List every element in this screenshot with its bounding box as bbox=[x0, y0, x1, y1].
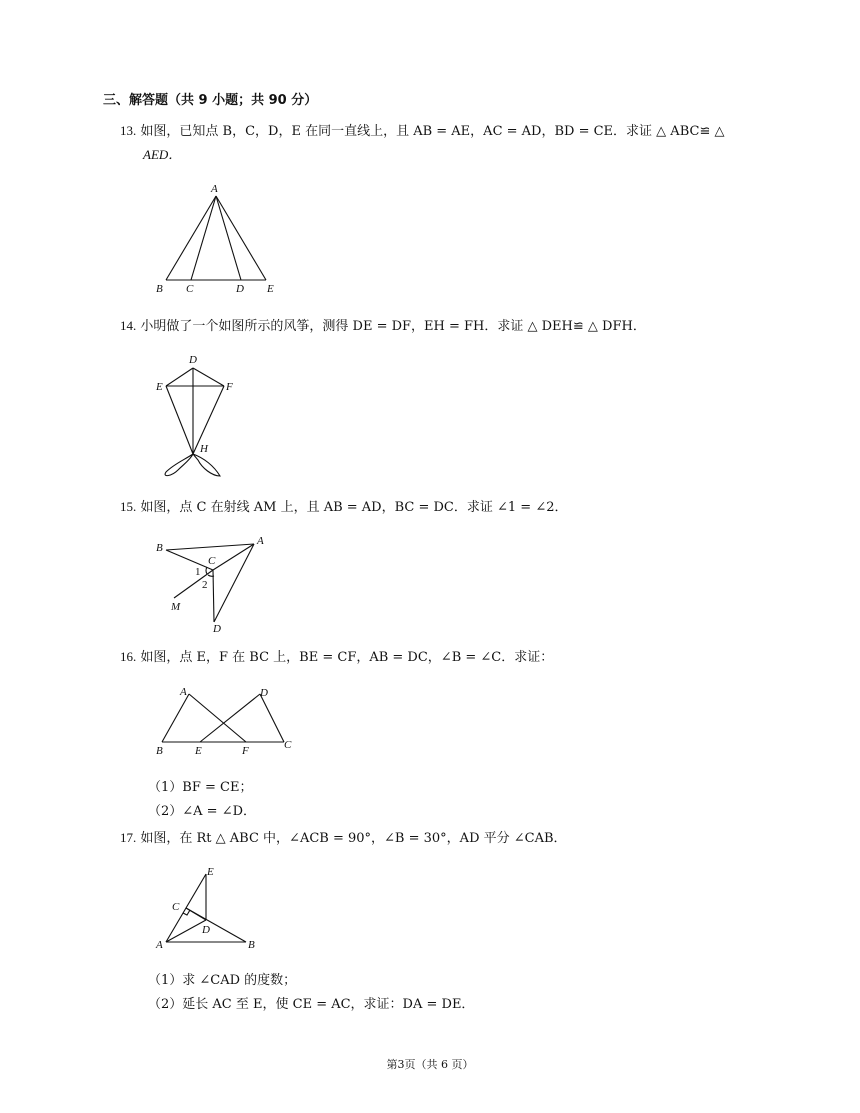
problem-16-part-1: （1）BF = CE； bbox=[148, 780, 253, 795]
problem-17-part-2: （2）延长 AC 至 E，使 CE = AC，求证：DA = DE． bbox=[148, 997, 475, 1012]
fig17-label-d: D bbox=[202, 924, 210, 936]
fig15-label-d: D bbox=[213, 623, 221, 635]
fig17-label-a: A bbox=[156, 939, 163, 951]
figure-13 bbox=[150, 180, 290, 300]
fig15-label-a: A bbox=[257, 535, 264, 547]
fig16-label-b: B bbox=[156, 745, 163, 757]
fig15-label-c: C bbox=[208, 555, 216, 567]
fig16-label-e: E bbox=[195, 745, 202, 757]
figure-13-lines bbox=[166, 196, 266, 280]
fig15-label-b: B bbox=[156, 542, 163, 554]
page-footer: 第3页（共 6 页） bbox=[386, 1058, 474, 1071]
problem-17-number: 17. bbox=[120, 830, 137, 845]
fig17-label-b: B bbox=[248, 939, 255, 951]
problem-15-number: 15. bbox=[120, 499, 137, 514]
fig16-label-a: A bbox=[180, 686, 187, 698]
fig14-label-d: D bbox=[189, 354, 197, 366]
fig16-label-f: F bbox=[242, 745, 249, 757]
fig13-label-a: A bbox=[211, 183, 218, 195]
problem-14-line-1 bbox=[120, 317, 646, 336]
problem-13-line-1 bbox=[120, 122, 724, 141]
fig13-label-b: B bbox=[156, 283, 163, 295]
section-title: 三、解答题（共 9 小题；共 90 分） bbox=[103, 93, 318, 108]
figure-17 bbox=[150, 860, 270, 960]
fig15-label-1: 1 bbox=[195, 566, 201, 578]
fig16-label-d: D bbox=[260, 687, 268, 699]
problem-16-number: 16. bbox=[120, 649, 137, 664]
fig13-label-e: E bbox=[267, 283, 274, 295]
problem-15-line-1 bbox=[120, 498, 568, 517]
problem-17-text: 如图，在 Rt △ ABC 中，∠ACB = 90°，∠B = 30°，AD 平分 ∠CAB． bbox=[140, 831, 567, 846]
problem-13-line-2: AED． bbox=[143, 147, 182, 162]
fig14-label-e: E bbox=[156, 381, 163, 393]
problem-16-text: 如图，点 E，F 在 BC 上，BE = CF，AB = DC，∠B = ∠C．求证： bbox=[140, 650, 554, 665]
fig14-label-h: H bbox=[200, 443, 208, 455]
problem-13-text: 如图，已知点 B，C，D，E 在同一直线上，且 AB = AE，AC = AD，BD = CE．求证 △ ABC≌ △ bbox=[140, 124, 725, 139]
fig15-label-2: 2 bbox=[202, 579, 208, 591]
fig14-label-f: F bbox=[226, 381, 233, 393]
problem-15-text: 如图，点 C 在射线 AM 上，且 AB = AD，BC = DC．求证 ∠1 = ∠2． bbox=[140, 500, 568, 515]
fig17-label-e: E bbox=[207, 866, 214, 878]
fig13-label-c: C bbox=[186, 283, 194, 295]
problem-14-text: 小明做了一个如图所示的风筝，测得 DE = DF，EH = FH．求证 △ DEH≌ △ DFH． bbox=[140, 319, 646, 334]
figure-16 bbox=[150, 682, 300, 762]
figure-14-lines bbox=[165, 368, 224, 476]
problem-14-number: 14. bbox=[120, 318, 137, 333]
problem-13-number: 13. bbox=[120, 123, 137, 138]
fig13-label-d: D bbox=[236, 283, 244, 295]
fig17-label-c: C bbox=[172, 901, 180, 913]
fig15-label-m: M bbox=[171, 601, 181, 613]
figure-15 bbox=[150, 530, 280, 640]
problem-16-line-1 bbox=[120, 648, 553, 667]
problem-16-part-2: （2）∠A = ∠D． bbox=[148, 804, 257, 819]
problem-17-part-1: （1）求 ∠CAD 的度数； bbox=[148, 973, 297, 988]
problem-17-line-1 bbox=[120, 829, 567, 848]
fig16-label-c: C bbox=[284, 739, 292, 751]
figure-14 bbox=[150, 350, 250, 485]
figure-16-lines bbox=[162, 694, 284, 742]
